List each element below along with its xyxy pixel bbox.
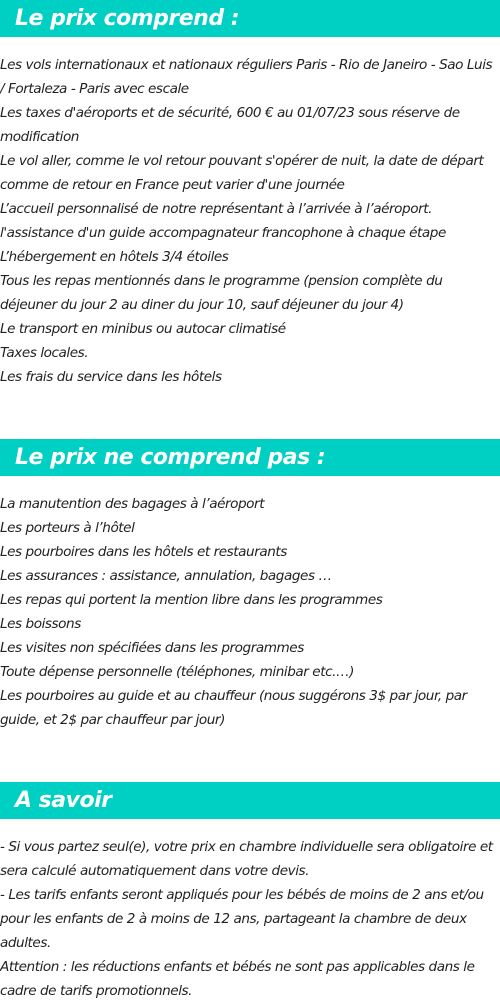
list-item: Taxes locales.: [0, 345, 89, 361]
list-item: Attention : les réductions enfants et bébés ne sont pas applicables dans le cadre de tarifs promotionnels.: [0, 959, 475, 999]
list-item: Les pourboires dans les hôtels et restaurants: [0, 544, 287, 560]
list-item: Les vols internationaux et nationaux réguliers Paris - Rio de Janeiro - Sao Luis / Fortaleza - Paris avec escale: [0, 57, 493, 97]
section-header-good-to-know: A savoir: [0, 782, 500, 819]
list-item: L’hébergement en hôtels 3/4 étoiles: [0, 249, 229, 265]
price-excludes-list: [0, 492, 500, 732]
list-item: Tous les repas mentionnés dans le programme (pension complète du déjeuner du jour 2 au diner du jour 10, sauf déjeuner du jour 4): [0, 273, 443, 313]
list-item: Les pourboires au guide et au chauffeur (nous suggérons 3$ par jour, par guide, et 2$ par chauffeur par jour): [0, 688, 467, 728]
list-item: L’accueil personnalisé de notre représentant à l’arrivée à l’aéroport.: [0, 201, 432, 217]
list-item: - Si vous partez seul(e), votre prix en chambre individuelle sera obligatoire et sera calculé automatiquement dans votre devis.: [0, 839, 493, 879]
list-item: Les boissons: [0, 616, 81, 632]
price-includes-list: [0, 53, 500, 389]
list-item: Les assurances : assistance, annulation, bagages …: [0, 568, 332, 584]
list-item: Les repas qui portent la mention libre dans les programmes: [0, 592, 383, 608]
section-header-price-includes: Le prix comprend :: [0, 0, 500, 37]
list-item: Les taxes d'aéroports et de sécurité, 600 € au 01/07/23 sous réserve de modification: [0, 105, 460, 145]
list-item: Le transport en minibus ou autocar climatisé: [0, 321, 286, 337]
list-item: Les visites non spécifiées dans les programmes: [0, 640, 304, 656]
section-header-price-excludes: Le prix ne comprend pas :: [0, 439, 500, 476]
list-item: Toute dépense personnelle (téléphones, minibar etc.…): [0, 664, 354, 680]
list-item: l'assistance d'un guide accompagnateur francophone à chaque étape: [0, 225, 446, 241]
list-item: La manutention des bagages à l’aéroport: [0, 496, 265, 512]
list-item: Les frais du service dans les hôtels: [0, 369, 222, 385]
list-item: Les porteurs à l’hôtel: [0, 520, 135, 536]
list-item: Le vol aller, comme le vol retour pouvant s'opérer de nuit, la date de départ comme de retour en France peut varier d'une journée: [0, 153, 484, 193]
list-item: - Les tarifs enfants seront appliqués pour les bébés de moins de 2 ans et/ou pour les enfants de 2 à moins de 12 ans, partageant la chambre de deux adultes.: [0, 887, 484, 951]
good-to-know-list: [0, 835, 500, 1003]
